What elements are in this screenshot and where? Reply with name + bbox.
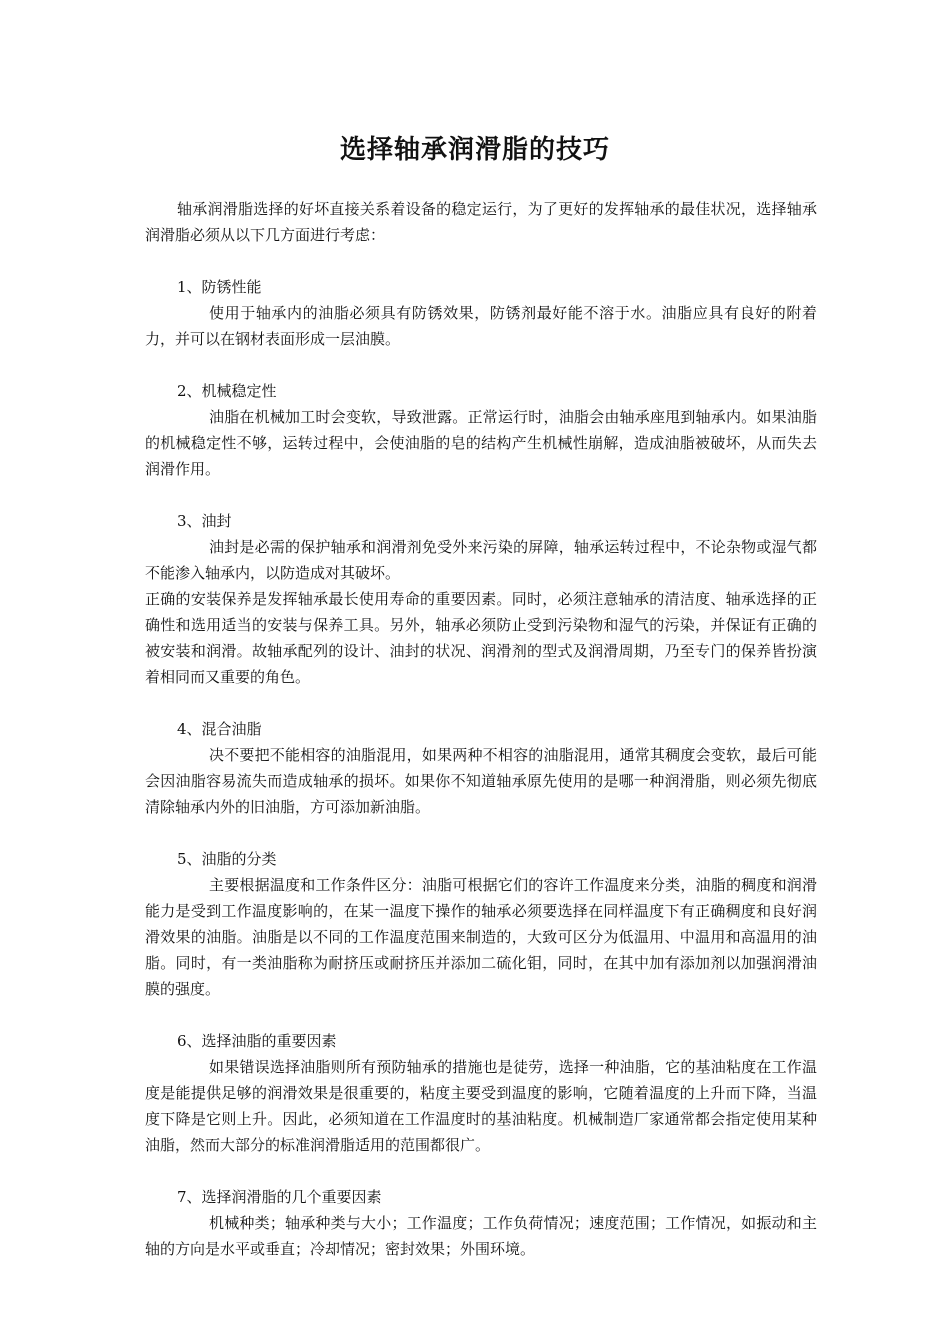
section-heading: 4、混合油脂 — [177, 720, 262, 738]
document-title: 选择轴承润滑脂的技巧 — [339, 135, 610, 165]
section-extra-paragraph: 正确的安装保养是发挥轴承最长使用寿命的重要因素。同时，必须注意轴承的清洁度、轴承选择的正确性和选用适当的安装与保养工具。另外，轴承必须防止受到污染物和湿气的污染，并保证有正确的被安装和润滑。故轴承配列的设计、油封的状况、润滑剂的型式及润滑周期，乃至专门的保养皆扮演着相同而又重要的角色。 — [145, 590, 817, 686]
section-heading: 1、防锈性能 — [177, 278, 262, 296]
section-5 — [145, 846, 817, 1002]
section-3 — [145, 508, 817, 690]
section-heading: 7、选择润滑脂的几个重要因素 — [177, 1188, 382, 1206]
section-1 — [145, 274, 817, 352]
section-2 — [145, 378, 817, 482]
section-heading: 6、选择油脂的重要因素 — [177, 1032, 337, 1050]
section-body: 油封是必需的保护轴承和润滑剂免受外来污染的屏障，轴承运转过程中，不论杂物或湿气都不能渗入轴承内，以防造成对其破坏。 — [145, 538, 817, 582]
section-body: 如果错误选择油脂则所有预防轴承的措施也是徒劳，选择一种油脂，它的基油粘度在工作温度是能提供足够的润滑效果是很重要的，粘度主要受到温度的影响，它随着温度的上升而下降，当温度下降是它则上升。因此，必须知道在工作温度时的基油粘度。机械制造厂家通常都会指定使用某种油脂，然而大部分的标准润滑脂适用的范围都很广。 — [145, 1058, 817, 1154]
document-body — [145, 196, 817, 1262]
section-body: 决不要把不能相容的油脂混用，如果两种不相容的油脂混用，通常其稠度会变软，最后可能会因油脂容易流失而造成轴承的损坏。如果你不知道轴承原先使用的是哪一种润滑脂，则必须先彻底清除轴承内外的旧油脂，方可添加新油脂。 — [145, 746, 817, 816]
section-4 — [145, 716, 817, 820]
section-body: 使用于轴承内的油脂必须具有防锈效果，防锈剂最好能不溶于水。油脂应具有良好的附着力，并可以在钢材表面形成一层油膜。 — [145, 304, 817, 348]
section-body: 油脂在机械加工时会变软，导致泄露。正常运行时，油脂会由轴承座甩到轴承内。如果油脂的机械稳定性不够，运转过程中，会使油脂的皂的结构产生机械性崩解，造成油脂被破坏，从而失去润滑作用。 — [145, 408, 817, 478]
section-7 — [145, 1184, 817, 1262]
section-heading: 2、机械稳定性 — [177, 382, 277, 400]
section-body: 机械种类；轴承种类与大小；工作温度；工作负荷情况；速度范围；工作情况，如振动和主轴的方向是水平或垂直；冷却情况；密封效果；外围环境。 — [145, 1214, 817, 1258]
section-6 — [145, 1028, 817, 1158]
section-body: 主要根据温度和工作条件区分：油脂可根据它们的容许工作温度来分类，油脂的稠度和润滑能力是受到工作温度影响的，在某一温度下操作的轴承必须要选择在同样温度下有正确稠度和良好润滑效果的油脂。油脂是以不同的工作温度范围来制造的，大致可区分为低温用、中温用和高温用的油脂。同时，有一类油脂称为耐挤压或耐挤压并添加二硫化钼，同时，在其中加有添加剂以加强润滑油膜的强度。 — [145, 876, 817, 998]
section-heading: 3、油封 — [177, 512, 232, 530]
section-heading: 5、油脂的分类 — [177, 850, 277, 868]
intro-paragraph: 轴承润滑脂选择的好坏直接关系着设备的稳定运行，为了更好的发挥轴承的最佳状况，选择轴承润滑脂必须从以下几方面进行考虑： — [145, 200, 817, 244]
